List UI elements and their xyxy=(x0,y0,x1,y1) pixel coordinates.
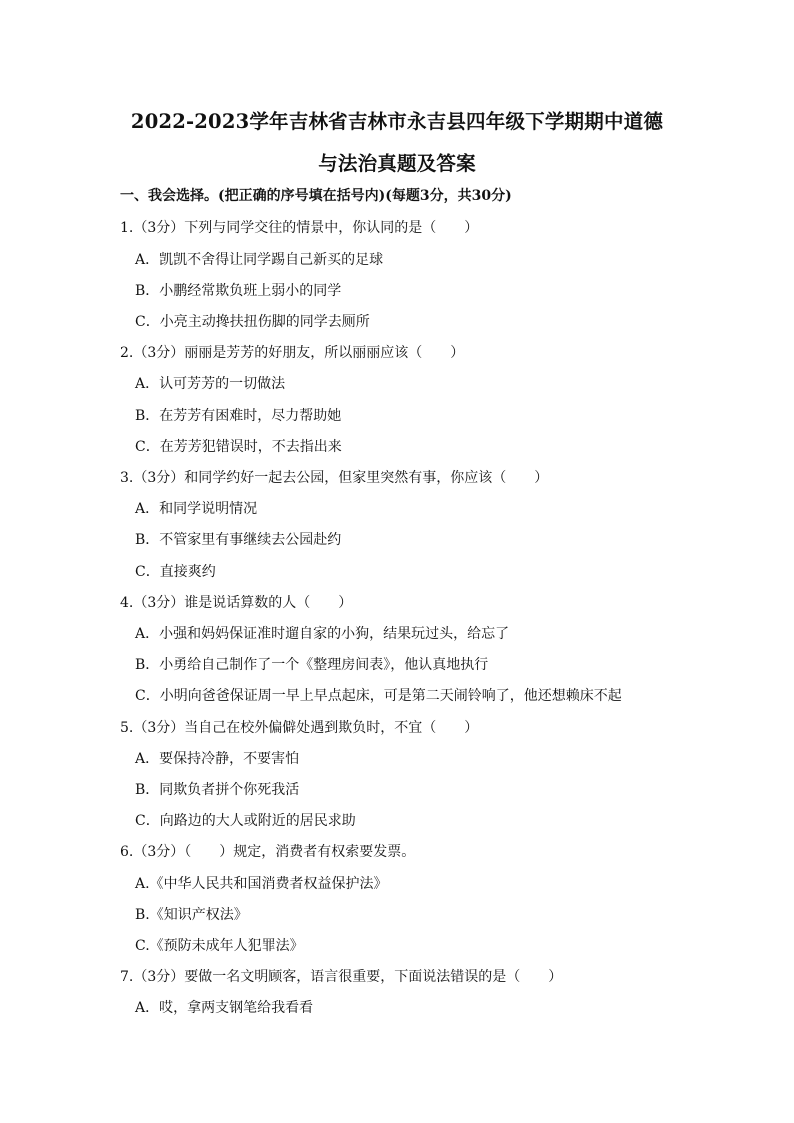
document-title-line-2: 与法治真题及答案 xyxy=(318,152,476,175)
answer-option: A．和同学说明情况 xyxy=(135,501,258,517)
question-stem: 6.（3分）（ ）规定，消费者有权索要发票。 xyxy=(120,844,416,860)
answer-option: C．向路边的大人或附近的居民求助 xyxy=(135,813,356,829)
answer-option: B．同欺负者拼个你死我活 xyxy=(135,782,300,798)
question-stem: 4.（3分）谁是说话算数的人（ ） xyxy=(120,595,353,611)
answer-option: B．小勇给自己制作了一个《整理房间表》，他认真地执行 xyxy=(135,657,489,673)
answer-option: C．小亮主动搀扶扭伤脚的同学去厕所 xyxy=(135,314,370,330)
answer-option: C．在芳芳犯错误时，不去指出来 xyxy=(135,439,342,455)
answer-option: B．在芳芳有困难时，尽力帮助她 xyxy=(135,408,342,424)
answer-option: C．直接爽约 xyxy=(135,564,216,580)
answer-option: B．小鹏经常欺负班上弱小的同学 xyxy=(135,283,342,299)
question-stem: 2.（3分）丽丽是芳芳的好朋友，所以丽丽应该（ ） xyxy=(120,345,465,361)
question-stem: 7.（3分）要做一名文明顾客，语言很重要，下面说法错误的是（ ） xyxy=(120,969,563,985)
answer-option: A．认可芳芳的一切做法 xyxy=(135,376,286,392)
answer-option: C.《预防未成年人犯罪法》 xyxy=(135,938,304,954)
question-stem: 5.（3分）当自己在校外偏僻处遇到欺负时，不宜（ ） xyxy=(120,720,479,736)
answer-option: A．小强和妈妈保证准时遛自家的小狗，结果玩过头，给忘了 xyxy=(135,626,510,642)
answer-option: A．凯凯不舍得让同学踢自己新买的足球 xyxy=(135,252,384,268)
answer-option: A．哎，拿两支钢笔给我看看 xyxy=(135,1000,314,1016)
question-stem: 3.（3分）和同学约好一起去公园，但家里突然有事，你应该（ ） xyxy=(120,470,549,486)
answer-option: A.《中华人民共和国消费者权益保护法》 xyxy=(135,876,388,892)
question-stem: 1.（3分）下列与同学交往的情景中，你认同的是（ ） xyxy=(120,220,479,236)
answer-option: B．不管家里有事继续去公园赴约 xyxy=(135,532,342,548)
answer-option: A．要保持冷静，不要害怕 xyxy=(135,751,300,767)
document-title-line-1: 2022-2023学年吉林省吉林市永吉县四年级下学期期中道德 xyxy=(130,110,664,133)
answer-option: B.《知识产权法》 xyxy=(135,907,248,923)
answer-option: C．小明向爸爸保证周一早上早点起床，可是第二天闹铃响了，他还想赖床不起 xyxy=(135,688,622,704)
section-heading: 一、我会选择。(把正确的序号填在括号内)(每题3分，共30分) xyxy=(120,188,512,204)
